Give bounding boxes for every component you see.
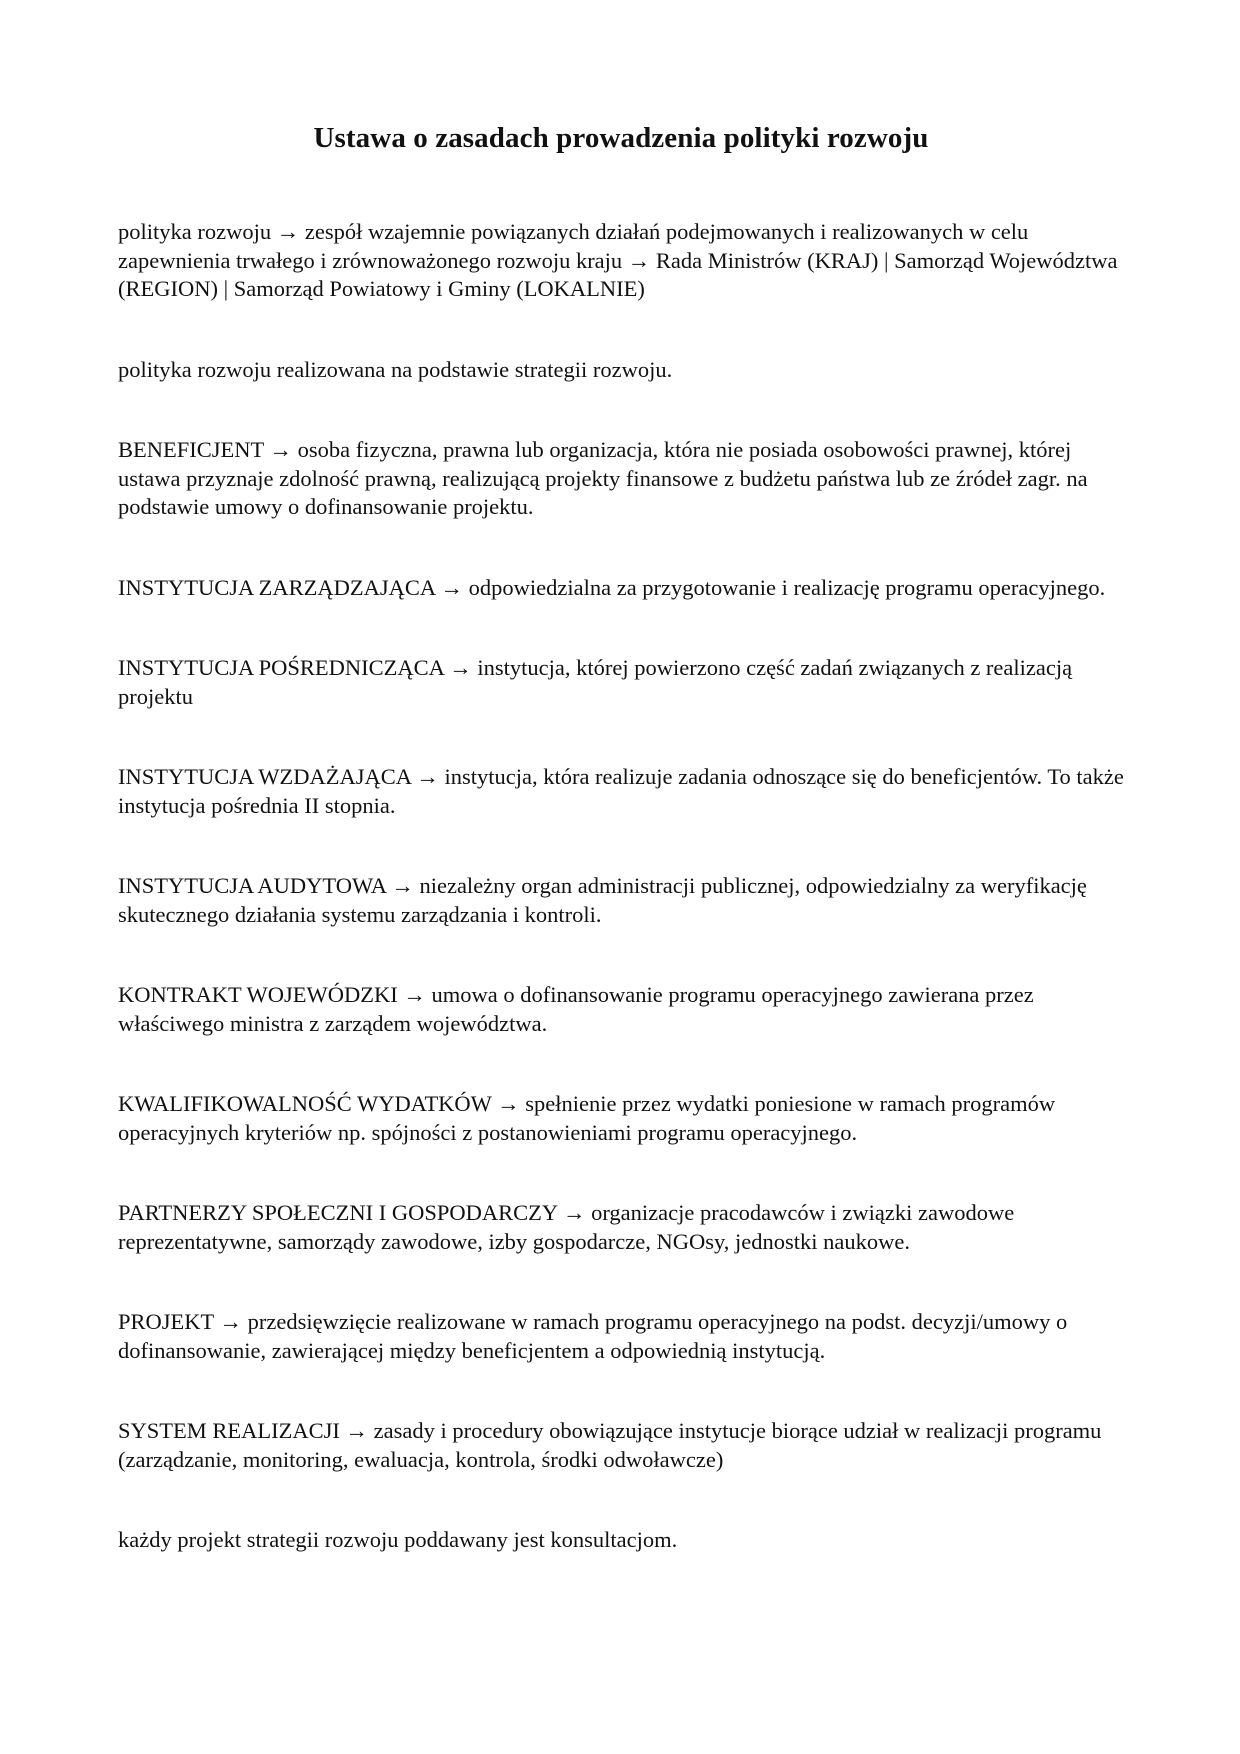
paragraph-instytucja-posredniczaca: INSTYTUCJA POŚREDNICZĄCA → instytucja, której powierzono część zadań związanych z realizacją projektu (118, 655, 1073, 709)
paragraph-beneficjent: BENEFICJENT → osoba fizyczna, prawna lub organizacja, która nie posiada osobowości prawnej, której ustawa przyznaje zdolność prawną, realizującą projekty finansowe z budżetu państwa lub ze źródeł zagr. na podstawie umowy o dofinansowanie projektu. (118, 437, 1088, 519)
paragraph-konsultacje: każdy projekt strategii rozwoju poddawany jest konsultacjom. (118, 1527, 678, 1552)
paragraph-polityka-rozwoju-strategy: polityka rozwoju realizowana na podstawie strategii rozwoju. (118, 356, 673, 382)
paragraph-projekt: PROJEKT → przedsięwzięcie realizowane w ramach programu operacyjnego na podst. decyzji/umowy o dofinansowanie, zawierającej między beneficjentem a odpowiednią instytucją. (118, 1309, 1068, 1363)
paragraph-system-realizacji: SYSTEM REALIZACJI → zasady i procedury obowiązujące instytucje biorące udział w realizacji programu (zarządzanie, monitoring, ewaluacja, kontrola, środki odwoławcze) (118, 1418, 1102, 1472)
document-title: Ustawa o zasadach prowadzenia polityki rozwoju (313, 122, 929, 154)
paragraph-instytucja-zarzadzajaca: INSTYTUCJA ZARZĄDZAJĄCA → odpowiedzialna za przygotowanie i realizację programu operacyjnego. (118, 574, 1106, 600)
paragraph-instytucja-wdrazajaca: INSTYTUCJA WZDAŻAJĄCA → instytucja, która realizuje zadania odnoszące się do beneficjentów. To także instytucja pośrednia II stopnia. (118, 764, 1124, 818)
paragraph-instytucja-audytowa: INSTYTUCJA AUDYTOWA → niezależny organ administracji publicznej, odpowiedzialny za weryfikację skutecznego działania systemu zarządzania i kontroli. (118, 873, 1087, 927)
paragraph-partnerzy-spoleczni: PARTNERZY SPOŁECZNI I GOSPODARCZY → organizacje pracodawców i związki zawodowe reprezentatywne, samorządy zawodowe, izby gospodarcze, NGOsy, jednostki naukowe. (118, 1200, 1015, 1254)
paragraph-polityka-rozwoju-definition: polityka rozwoju → zespół wzajemnie powiązanych działań podejmowanych i realizowanych w celu zapewnienia trwałego i zrównoważonego rozwoju kraju → Rada Ministrów (KRAJ) | Samorząd Województwa (REGION) | Samorząd Powiatowy i Gminy (LOKALNIE) (118, 219, 1118, 301)
paragraph-kontrakt-wojewodzki: KONTRAKT WOJEWÓDZKI → umowa o dofinansowanie programu operacyjnego zawierana przez właściwego ministra z zarządem województwa. (118, 982, 1034, 1036)
paragraph-kwalifikowalnosc-wydatkow: KWALIFIKOWALNOŚĆ WYDATKÓW → spełnienie przez wydatki poniesione w ramach programów operacyjnych kryteriów np. spójności z postanowieniami programu operacyjnego. (118, 1091, 1056, 1145)
